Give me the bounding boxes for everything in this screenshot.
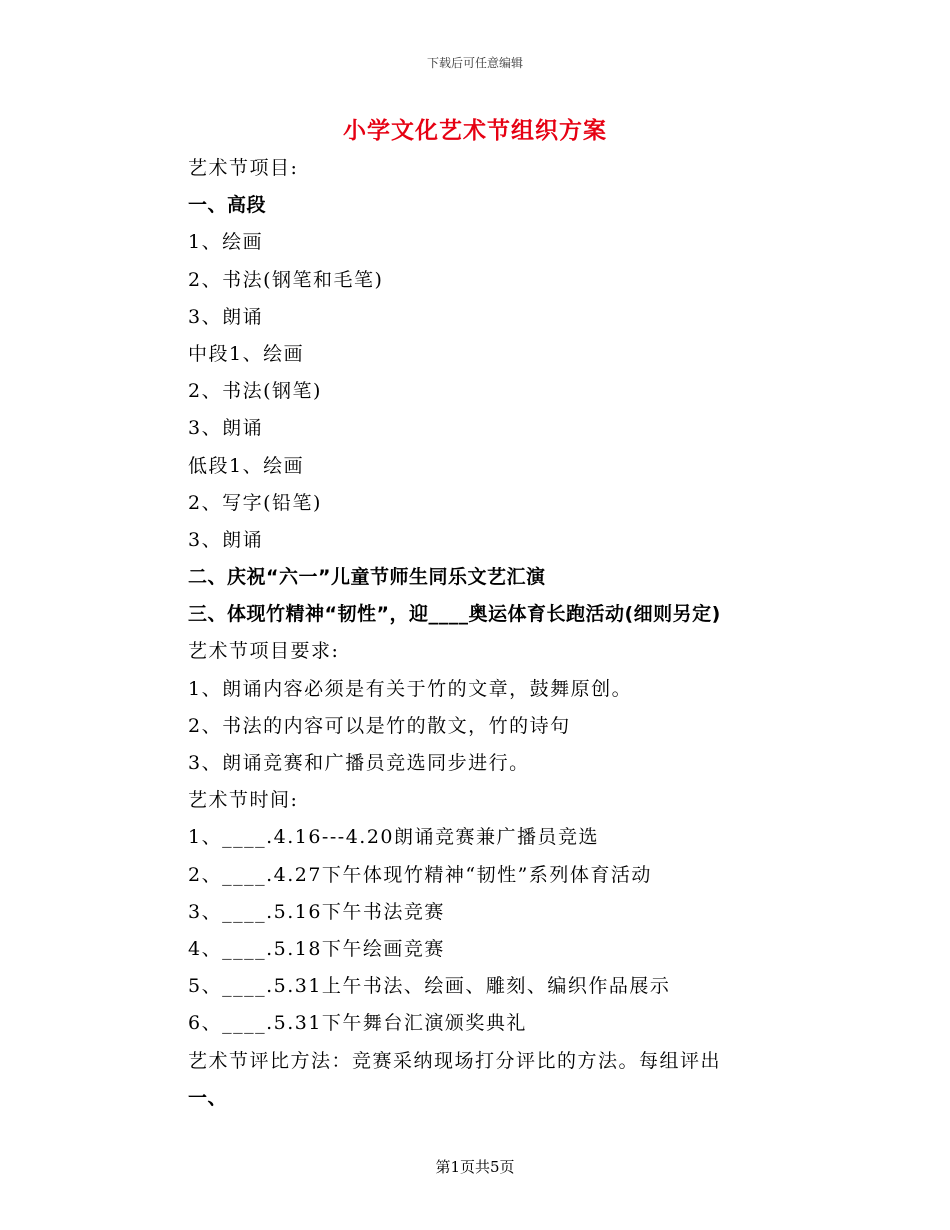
body-line: 1、____.4.16---4.20朗诵竞赛兼广播员竞选	[188, 826, 599, 849]
body-line: 6、____.5.31下午舞台汇演颁奖典礼	[188, 1012, 527, 1035]
body-line: 3、朗诵竞赛和广播员竞选同步进行。	[188, 752, 530, 774]
body-line: 1、朗诵内容必须是有关于竹的文章，鼓舞原创。	[188, 677, 633, 700]
body-line: 一、高段	[188, 194, 267, 217]
body-line: 2、书法的内容可以是竹的散文，竹的诗句	[188, 714, 571, 737]
body-line: 2、书法(钢笔和毛笔)	[188, 268, 384, 291]
body-line: 艺术节项目:	[188, 157, 299, 179]
body-line: 5、____.5.31上午书法、绘画、雕刻、编织作品展示	[188, 975, 671, 998]
document-title: 小学文化艺术节组织方案	[343, 117, 607, 144]
body-line: 2、书法(钢笔)	[188, 380, 322, 403]
body-line: 1、绘画	[188, 231, 264, 254]
body-line: 中段1、绘画	[188, 342, 305, 365]
body-line: 2、写字(铅笔)	[188, 491, 322, 514]
body-line: 3、朗诵	[188, 305, 264, 328]
body-line: 3、____.5.16下午书法竞赛	[188, 900, 445, 923]
body-line: 三、体现竹精神“韧性”，迎____奥运体育长跑活动(细则另定)	[188, 603, 721, 626]
body-line: 艺术节评比方法：竞赛采纳现场打分评比的方法。每组评出	[188, 1049, 722, 1072]
body-line: 二、庆祝“六一”儿童节师生同乐文艺汇演	[188, 566, 546, 589]
body-line: 4、____.5.18下午绘画竞赛	[188, 937, 445, 960]
body-line: 低段1、绘画	[188, 454, 305, 477]
page-header: 下载后可任意编辑	[426, 56, 523, 70]
body-line: 一、	[188, 1086, 228, 1109]
page-footer: 第1页共5页	[435, 1158, 515, 1176]
body-line: 3、朗诵	[188, 417, 264, 440]
document-body	[188, 153, 828, 1120]
body-line: 3、朗诵	[188, 528, 264, 551]
body-line: 艺术节时间:	[188, 789, 299, 812]
body-line: 艺术节项目要求:	[188, 640, 340, 663]
body-line: 2、____.4.27下午体现竹精神“韧性”系列体育活动	[188, 863, 652, 886]
